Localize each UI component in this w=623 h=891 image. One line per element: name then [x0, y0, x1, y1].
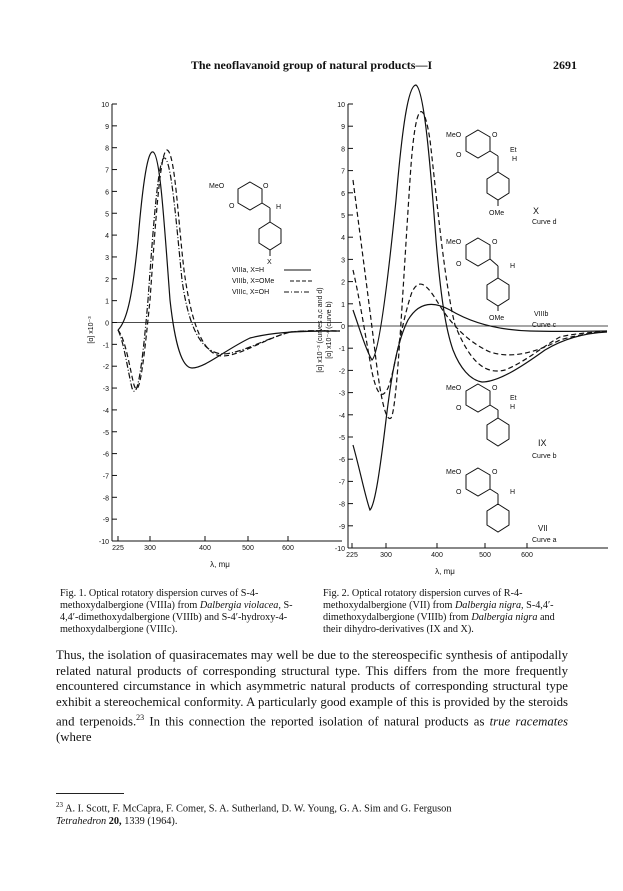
str-ix-roman: IX [538, 438, 547, 448]
y-tick-label: -2 [338, 368, 345, 376]
y-tick-label: -9 [338, 523, 345, 531]
str-viiib-curve: Curve c [532, 322, 557, 329]
y-tick-label: 9 [341, 124, 345, 132]
y-tick-label: -3 [338, 390, 345, 398]
str-x-roman: X [533, 206, 540, 216]
fig2-y-axis-label-2: [α] x10⁻⁴ (curve b) [326, 301, 333, 359]
str-viiib-o1: O [492, 239, 498, 246]
structure-vii [466, 468, 509, 532]
y-tick-label: 1 [341, 301, 345, 309]
y-tick-label: -10 [98, 539, 109, 546]
y-tick-label: -6 [338, 457, 345, 465]
str-x-o2: O [456, 152, 462, 159]
x-axis-label: λ, mμ [210, 560, 230, 569]
y-tick-label: -4 [338, 412, 345, 420]
str-ix-meo: MeO [446, 385, 462, 392]
str-viiib-meo: MeO [446, 239, 462, 246]
y-tick-label: 4 [105, 233, 109, 241]
x-tick-label: 500 [479, 552, 491, 559]
str-vii-h: H [510, 489, 516, 496]
fig2-caption-italic2: Dalbergia nigra [471, 612, 538, 623]
footnote-journal: Tetrahedron [56, 815, 107, 827]
y-tick-label: 10 [337, 102, 345, 109]
str-x-et: Et [510, 147, 517, 154]
str-ix-curve: Curve b [532, 453, 557, 460]
fig1-o-label-1: O [263, 183, 269, 190]
running-title: The neoflavanoid group of natural products—I [190, 58, 433, 72]
y-tick-label: 0 [341, 324, 345, 331]
str-ix-o1: O [492, 385, 498, 392]
structure-ix [466, 384, 509, 446]
str-viiib-h: H [510, 263, 516, 270]
fig1-x-label: X [267, 259, 272, 266]
curve-a [353, 85, 607, 382]
y-tick-label: -6 [102, 451, 109, 459]
y-tick-label: -5 [102, 429, 109, 437]
y-tick-label: -5 [338, 435, 345, 442]
str-x-h: H [512, 156, 518, 163]
legend-viiib-label: VIIIb, X=OMe [232, 278, 275, 285]
x-tick-label: 600 [282, 545, 294, 552]
str-x-meo: MeO [446, 132, 462, 139]
x-tick-label: 300 [144, 545, 156, 552]
x-tick-label: 600 [521, 552, 533, 559]
fig1-caption-text1: Optical rotatory dispersion curves of S-4-methoxydalbergione (VIIIa) from [60, 588, 259, 611]
fig1-meo-label: MeO [209, 183, 225, 190]
body-paragraph [56, 648, 568, 746]
fig2-caption-text2: S-4,4′-dimethoxydalbergione (VIIIb) from [323, 600, 554, 623]
y-tick-label: 1 [105, 298, 109, 306]
str-ix-et: Et [510, 395, 517, 402]
curve-c [353, 270, 607, 394]
body-ref: 23 [136, 713, 145, 723]
y-tick-label: -10 [334, 546, 345, 553]
fig1-y-axis-label: [α] x10⁻³ [88, 316, 95, 344]
y-tick-label: -2 [102, 364, 109, 372]
str-ix-o2: O [456, 405, 462, 412]
x-tick-label: 225 [112, 545, 124, 552]
y-tick-label: -8 [102, 495, 109, 503]
y-tick-label: 6 [105, 189, 109, 197]
str-vii-curve: Curve a [532, 537, 557, 544]
y-tick-label: 9 [105, 123, 109, 131]
structure-viiib [466, 238, 509, 311]
y-tick-label: 4 [341, 235, 345, 243]
y-tick-label: -3 [102, 386, 109, 394]
y-tick-label: 8 [341, 146, 345, 154]
body-text-1: Thus, the isolation of quasiracemates may well be due to the stereospecific synthesis of antipodally related natural products of corresponding structural type. This differs from the more frequently encountered circumstance in which asymmetric natural products of corresponding structural type exhibit a stereochemical conformity. A particularly good example of this is provided by the steroids and terpenoids. [56, 648, 568, 729]
body-text-3: (where [56, 730, 92, 745]
str-vii-meo: MeO [446, 469, 462, 476]
str-vii-o1: O [492, 469, 498, 476]
footnote-volume: 20, [106, 815, 122, 827]
y-tick-label: 2 [105, 276, 109, 284]
str-x-curve: Curve d [532, 219, 557, 226]
legend-viiic-label: VIIIc, X=OH [232, 289, 270, 296]
curve-b [353, 304, 607, 510]
footnote [56, 799, 568, 828]
fig2-caption-text3: and their dihydro-derivatives (IX and X). [323, 612, 555, 635]
str-vii-o2: O [456, 489, 462, 496]
y-tick-label: 0 [105, 320, 109, 328]
y-tick-label: 6 [341, 190, 345, 198]
y-tick-label: 2 [341, 279, 345, 287]
y-tick-label: -7 [102, 473, 109, 481]
y-tick-label: 10 [101, 102, 109, 109]
fig1-o-label-2: O [229, 203, 235, 210]
str-viiib-roman: VIIIb [534, 311, 549, 318]
x-tick-label: 400 [199, 545, 211, 552]
figure-2-curves [353, 85, 607, 510]
body-text-2: In this connection the reported isolation of natural products as [144, 714, 490, 729]
figure-2-caption [323, 588, 568, 636]
footnote-ref: 23 [56, 801, 63, 809]
y-tick-label: 3 [341, 257, 345, 265]
structure-x [466, 130, 509, 206]
footnote-rule [56, 793, 124, 794]
y-tick-label: 5 [341, 213, 345, 220]
fig2-caption-head: Fig. 2. [323, 588, 350, 599]
str-x-ome: OMe [489, 210, 505, 217]
footnote-rest: 1339 (1964). [121, 815, 178, 827]
fig1-h-label: H [276, 204, 282, 211]
page-number: 2691 [553, 58, 577, 72]
x-axis-label: λ, mμ [435, 567, 455, 576]
y-tick-label: -4 [102, 407, 109, 415]
fig1-caption-head: Fig. 1. [60, 588, 87, 599]
fig1-caption-text2: S-4,4′-dimethoxydalbergione (VIIIb) and S-4′-hydroxy-4-methoxydalbergione (VIIIc). [60, 600, 293, 635]
x-tick-label: 225 [346, 552, 358, 559]
str-vii-roman: VII [538, 524, 548, 533]
y-tick-label: -1 [102, 342, 109, 350]
str-viiib-ome: OMe [489, 315, 505, 322]
body-italic: true racemates [489, 714, 568, 729]
y-tick-label: -1 [338, 346, 345, 354]
str-x-o1: O [492, 132, 498, 139]
y-tick-label: -9 [102, 517, 109, 525]
y-tick-label: 8 [105, 145, 109, 153]
fig2-y-axis-label-1: [α] x10⁻³ (curves a,c and d) [317, 287, 324, 373]
x-tick-label: 400 [431, 552, 443, 559]
legend-viiia-label: VIIIa, X=H [232, 267, 265, 274]
fig1-caption-italic: Dalbergia violacea, [199, 600, 281, 611]
y-tick-label: -7 [338, 479, 345, 487]
fig2-caption-text1: Optical rotatory dispersion curves of R-4-methoxydalbergione (VII) from [323, 588, 523, 611]
y-tick-label: 3 [105, 254, 109, 262]
figure-1-caption [60, 588, 305, 636]
y-tick-label: 5 [105, 211, 109, 219]
x-tick-label: 500 [242, 545, 254, 552]
x-tick-label: 300 [380, 552, 392, 559]
fig2-caption-italic1: Dalbergia nigra, [454, 600, 524, 611]
y-tick-label: -8 [338, 501, 345, 509]
str-ix-h: H [510, 404, 516, 411]
footnote-text: A. I. Scott, F. McCapra, F. Comer, S. A. Sutherland, D. W. Young, G. A. Sim and G. Ferguson [63, 803, 452, 815]
y-tick-label: 7 [341, 168, 345, 176]
y-tick-label: 7 [105, 167, 109, 175]
str-viiib-o2: O [456, 261, 462, 268]
